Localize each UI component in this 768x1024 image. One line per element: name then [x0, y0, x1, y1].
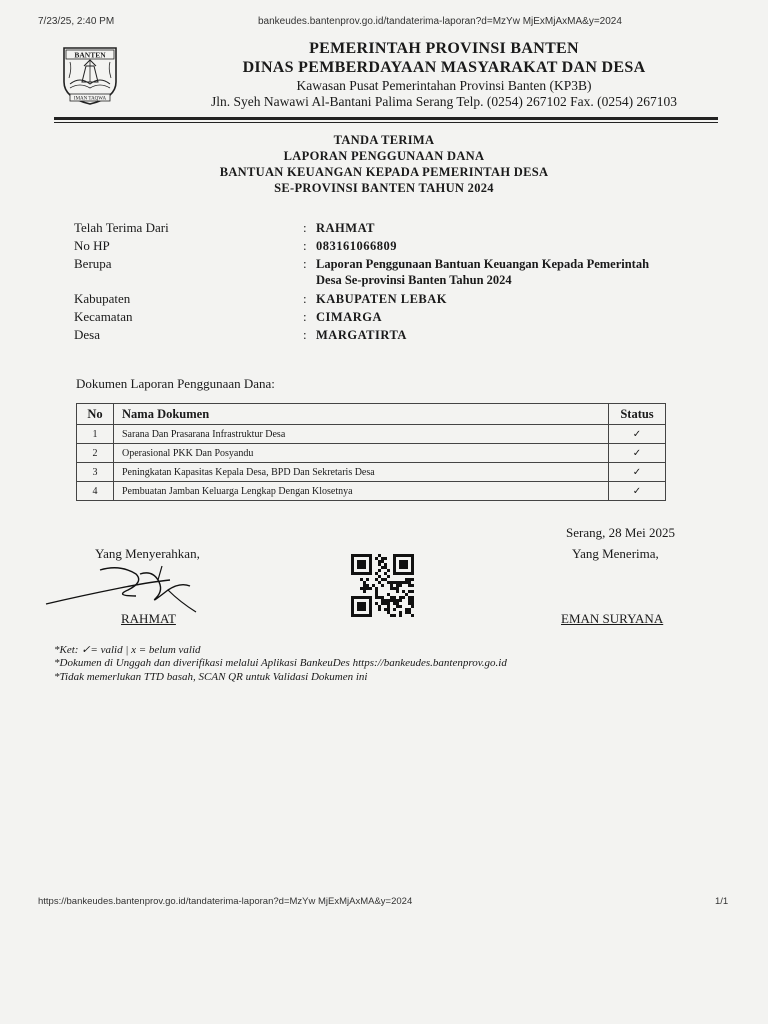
- row-no: 4: [77, 482, 114, 501]
- row-no: 2: [77, 444, 114, 463]
- field-value-type-line2: Desa Se-provinsi Banten Tahun 2024: [316, 273, 512, 287]
- print-footer-url: https://bankeudes.bantenprov.go.id/tandaterima-laporan?d=MzYw MjExMjAxMA&y=2024: [38, 896, 413, 907]
- doc-title-line2: LAPORAN PENGGUNAAN DANA: [283, 149, 485, 163]
- org-address: Jln. Syeh Nawawi Al-Bantani Palima Serang Telp. (0254) 267102 Fax. (0254) 267103: [211, 94, 677, 109]
- place-date: Serang, 28 Mei 2025: [566, 525, 676, 540]
- row-no: 3: [77, 463, 114, 482]
- col-header-no: No: [77, 404, 114, 425]
- field-label-desa: Desa: [74, 327, 100, 342]
- org-name-line1: PEMERINTAH PROVINSI BANTEN: [309, 40, 579, 57]
- org-complex: Kawasan Pusat Pemerintahan Provinsi Banten (KP3B): [296, 78, 592, 93]
- receiver-name: EMAN SURYANA: [561, 611, 664, 626]
- table-row: [77, 444, 666, 463]
- field-label-from: Telah Terima Dari: [74, 220, 169, 235]
- print-datetime: 7/23/25, 2:40 PM: [38, 16, 115, 27]
- field-value-kecamatan: CIMARGA: [316, 310, 382, 324]
- row-status-check: ✓: [609, 425, 666, 444]
- validation-qr-code: [348, 554, 418, 618]
- note-legend: *Ket: ✓= valid | x = belum valid: [54, 644, 201, 656]
- table-row: [77, 463, 666, 482]
- col-header-status: Status: [609, 404, 666, 425]
- table-row: [77, 482, 666, 501]
- field-colon: :: [303, 291, 307, 306]
- note-qr-validation: *Tidak memerlukan TTD basah, SCAN QR untuk Validasi Dokumen ini: [54, 671, 368, 683]
- field-colon: :: [303, 309, 307, 324]
- field-colon: :: [303, 220, 307, 235]
- org-name-line2: DINAS PEMBERDAYAAN MASYARAKAT DAN DESA: [242, 59, 646, 76]
- documents-section-label: Dokumen Laporan Penggunaan Dana:: [76, 376, 275, 391]
- receiver-label: Yang Menerima,: [572, 546, 659, 561]
- row-status-check: ✓: [609, 444, 666, 463]
- table-row: [77, 425, 666, 444]
- print-footer-page: 1/1: [715, 896, 729, 907]
- field-value-type-line1: Laporan Penggunaan Bantuan Keuangan Kepada Pemerintah: [316, 257, 650, 271]
- giver-name: RAHMAT: [121, 611, 176, 626]
- doc-title-line1: TANDA TERIMA: [333, 133, 435, 147]
- documents-table: [76, 403, 666, 501]
- letterhead-rule-thick: [54, 117, 718, 120]
- col-header-name: Nama Dokumen: [114, 404, 609, 425]
- svg-text:BANTEN: BANTEN: [74, 50, 106, 60]
- field-label-kecamatan: Kecamatan: [74, 309, 133, 324]
- doc-title-line3: BANTUAN KEUANGAN KEPADA PEMERINTAH DESA: [219, 165, 549, 179]
- row-doc-name: Pembuatan Jamban Keluarga Lengkap Dengan Klosetnya: [114, 482, 609, 501]
- print-url: bankeudes.bantenprov.go.id/tandaterima-laporan?d=MzYw MjExMjAxMA&y=2024: [258, 16, 622, 27]
- field-colon: :: [303, 256, 307, 271]
- field-value-kabupaten: KABUPATEN LEBAK: [316, 292, 448, 306]
- field-label-kabupaten: Kabupaten: [74, 291, 131, 306]
- field-label-phone: No HP: [74, 238, 110, 253]
- svg-text:IMAN TAQWA: IMAN TAQWA: [73, 96, 107, 102]
- field-value-from: RAHMAT: [316, 221, 376, 235]
- row-doc-name: Peningkatan Kapasitas Kepala Desa, BPD Dan Sekretaris Desa: [114, 463, 609, 482]
- giver-label: Yang Menyerahkan,: [95, 546, 200, 561]
- note-upload: *Dokumen di Unggah dan diverifikasi melalui Aplikasi BankeuDes https://bankeudes.bantenprov.go.id: [54, 657, 507, 669]
- doc-title-line4: SE-PROVINSI BANTEN TAHUN 2024: [274, 181, 494, 195]
- field-colon: :: [303, 238, 307, 253]
- handwritten-signature: [40, 560, 210, 616]
- row-doc-name: Sarana Dan Prasarana Infrastruktur Desa: [114, 425, 609, 444]
- letterhead-rule-thin: [54, 122, 718, 123]
- row-doc-name: Operasional PKK Dan Posyandu: [114, 444, 609, 463]
- row-status-check: ✓: [609, 463, 666, 482]
- table-header-row: [77, 404, 666, 425]
- field-value-phone: 083161066809: [316, 239, 397, 253]
- row-no: 1: [77, 425, 114, 444]
- field-value-desa: MARGATIRTA: [316, 328, 407, 342]
- field-label-type: Berupa: [74, 256, 112, 271]
- field-colon: :: [303, 327, 307, 342]
- row-status-check: ✓: [609, 482, 666, 501]
